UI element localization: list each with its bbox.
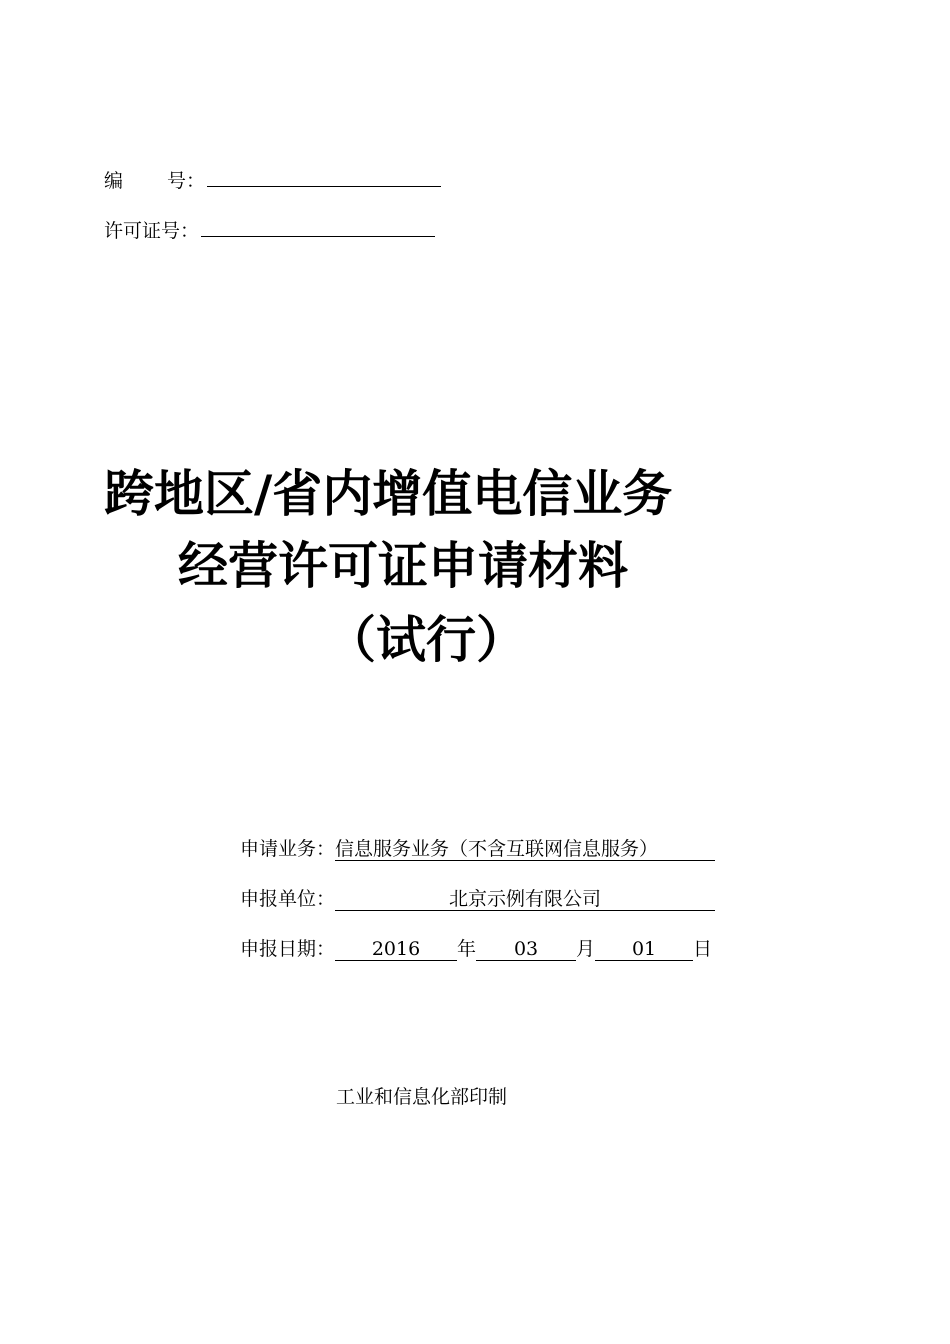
title-line-1: 跨地区/省内增值电信业务 — [104, 465, 673, 523]
number-blank-line — [207, 166, 441, 187]
business-label: 申请业务： — [240, 838, 336, 860]
number-label-last: 号： — [167, 170, 206, 192]
unit-value: 北京示例有限公司 — [335, 888, 715, 911]
license-label: 许可证号： — [104, 220, 200, 242]
title-line-3: （试行） — [326, 611, 526, 669]
year-value: 2016 — [335, 938, 457, 961]
day-unit: 日 — [693, 938, 713, 960]
unit-label: 申报单位： — [240, 888, 336, 910]
license-blank-line — [201, 216, 435, 237]
month-unit: 月 — [576, 938, 596, 960]
year-unit: 年 — [457, 938, 477, 960]
month-value: 03 — [476, 938, 576, 961]
date-row — [240, 936, 712, 962]
title-line-2: 经营许可证申请材料 — [178, 537, 628, 595]
number-label-first: 编 — [104, 170, 124, 192]
business-row — [240, 836, 715, 862]
number-row — [104, 166, 441, 193]
unit-row — [240, 886, 715, 912]
number-label — [104, 170, 205, 192]
issuer-text: 工业和信息化部印制 — [336, 1086, 508, 1108]
business-value: 信息服务业务（不含互联网信息服务） — [335, 838, 715, 861]
license-row — [104, 216, 435, 243]
day-value: 01 — [595, 938, 693, 961]
date-label: 申报日期： — [240, 938, 336, 960]
